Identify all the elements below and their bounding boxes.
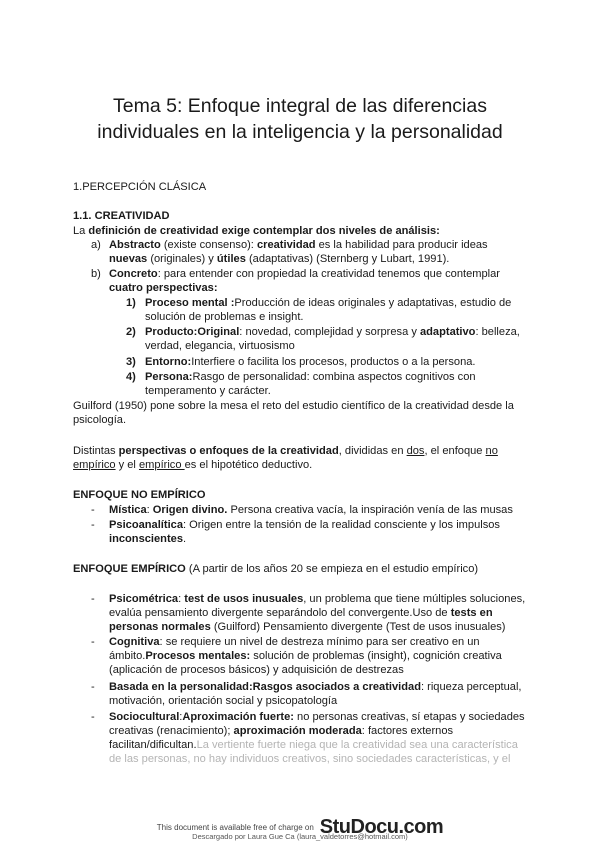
perspective-4-line-1: Persona:Rasgo de personalidad: combina aspectos cognitivos con — [145, 371, 476, 383]
empirico-heading: ENFOQUE EMPÍRICO (A partir de los años 20 se empieza en el estudio empírico) — [73, 563, 479, 575]
perspective-2-line-2: verdad, elegancia, virtuosismo — [145, 340, 295, 352]
availability-note: This document is available free of charge on — [156, 823, 314, 832]
bullet: - — [91, 519, 95, 531]
download-note: Descargado por Laura Gue Ca (laura_valdetorres@hotmail.com) — [192, 832, 408, 841]
personalidad-line-2: motivación, orientación social y psicopatología — [109, 695, 338, 707]
item-b-line-1: Concreto: para entender con propiedad la creatividad tenemos que contemplar — [109, 268, 500, 280]
perspective-number: 2) — [126, 326, 136, 338]
cognitiva-line-1: Cognitiva: se requiere un nivel de destreza mínimo para ser creativo en un — [109, 636, 480, 648]
section-heading-1-1: 1.1. CREATIVIDAD — [73, 210, 170, 222]
studocu-logo[interactable]: StuDocu.com — [319, 816, 444, 838]
psicometrica-line-1: Psicométrica: test de usos inusuales, un problema que tiene múltiples soluciones, — [109, 593, 526, 605]
perspective-number: 4) — [126, 371, 136, 383]
item-a-line-2: nuevas (originales) y útiles (adaptativas) (Sternberg y Lubart, 1991). — [109, 253, 450, 265]
item-b-line-2: cuatro perspectivas: — [109, 282, 218, 294]
perspective-number: 3) — [126, 356, 136, 368]
item-a-line-1: Abstracto (existe consenso): creatividad es la habilidad para producir ideas — [109, 239, 488, 251]
title-line-2: individuales en la inteligencia y la personalidad — [97, 121, 503, 143]
sociocultural-line-2: creativas (renacimiento); aproximación moderada: factores externos — [109, 725, 454, 737]
list-marker-b: b) — [91, 268, 101, 280]
page-title — [60, 93, 540, 145]
sociocultural-line-1: Sociocultural:Aproximación fuerte: no personas creativas, sí etapas y sociedades — [109, 711, 525, 723]
perspectivas-line-1: Distintas perspectivas o enfoques de la creatividad, divididas en dos, el enfoque no — [73, 445, 498, 457]
perspective-1-line-2: solución de problemas e insight. — [145, 311, 304, 323]
bullet: - — [91, 711, 95, 723]
guilford-line-2: psicología. — [73, 414, 127, 426]
list-marker-a: a) — [91, 239, 101, 251]
psicoanalitica-line-1: Psicoanalítica: Origen entre la tensión de la realidad consciente y los impulsos — [109, 519, 500, 531]
bullet: - — [91, 681, 95, 693]
bullet: - — [91, 593, 95, 605]
perspectivas-line-2: empírico y el empírico es el hipotético deductivo. — [73, 459, 313, 471]
psicoanalitica-line-2: inconscientes. — [109, 533, 187, 545]
personalidad-line-1: Basada en la personalidad:Rasgos asociados a creatividad: riqueza perceptual, — [109, 681, 522, 693]
cognitiva-line-3: (aplicación de procesos básicos) y adquisición de destrezas — [109, 664, 404, 676]
bullet: - — [91, 504, 95, 516]
perspective-1-line-1: Proceso mental :Producción de ideas originales y adaptativas, estudio de — [145, 297, 512, 309]
section-heading-1: 1.PERCEPCIÓN CLÁSICA — [73, 181, 207, 193]
cognitiva-line-2: ámbito.Procesos mentales: solución de problemas (insight), cognición creativa — [109, 650, 502, 662]
perspective-2-line-1: Producto:Original: novedad, complejidad y sorpresa y adaptativo: belleza, — [145, 326, 520, 338]
mistica-line: Mística: Origen divino. Persona creativa vacía, la inspiración venía de las musas — [109, 504, 513, 516]
intro-paragraph — [73, 224, 440, 238]
perspective-number: 1) — [126, 297, 136, 309]
no-empirico-heading: ENFOQUE NO EMPÍRICO — [73, 489, 206, 501]
intro-bold: definición de creatividad exige contemplar dos niveles de análisis: — [88, 225, 440, 237]
bullet: - — [91, 636, 95, 648]
title-line-1: Tema 5: Enfoque integral de las diferencias — [113, 95, 487, 117]
intro-text: La — [73, 225, 89, 237]
psicometrica-line-2: evalúa pensamiento divergente separándolo del convergente.Uso de tests en — [109, 607, 493, 619]
psicometrica-line-3: personas normales (Guilford) Pensamiento divergente (Test de usos inusuales) — [109, 621, 506, 633]
perspective-4-line-2: temperamento y carácter. — [145, 385, 271, 397]
perspective-3-line-1: Entorno:Interfiere o facilita los procesos, productos o a la persona. — [145, 356, 476, 368]
sociocultural-line-4: de las personas, no hay individuos creativos, sino sociedades características, y el — [109, 753, 511, 765]
guilford-line-1: Guilford (1950) pone sobre la mesa el reto del estudio científico de la creatividad desde la — [73, 400, 514, 412]
sociocultural-line-3: facilitan/dificultan.La vertiente fuerte niega que la creatividad sea una característica — [109, 739, 518, 751]
